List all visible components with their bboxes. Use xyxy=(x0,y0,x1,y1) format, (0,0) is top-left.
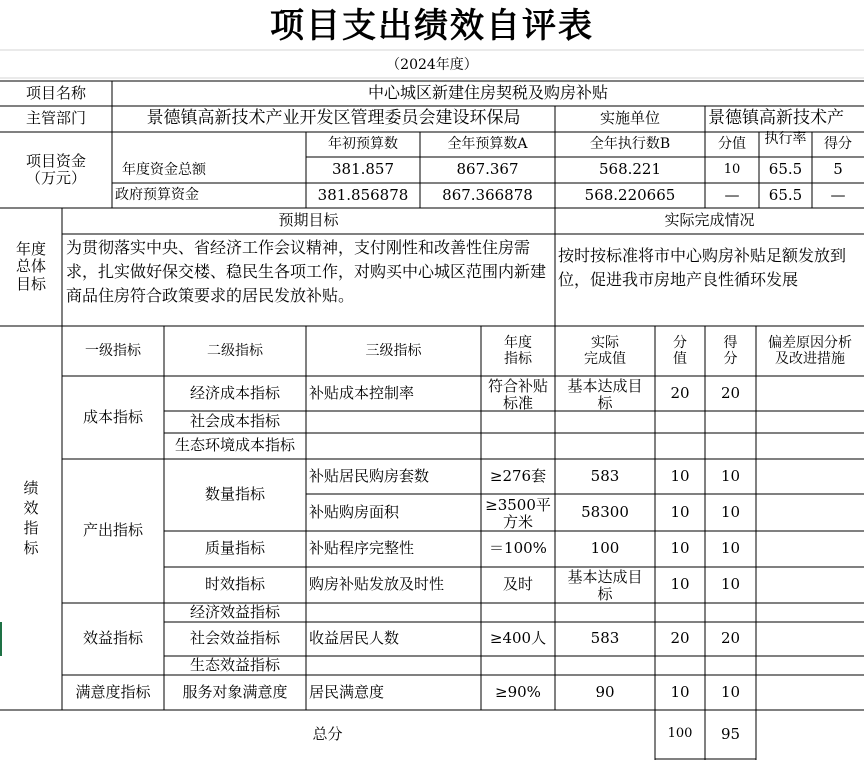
funds-row-gov-name: 政府预算资金 xyxy=(115,187,199,204)
department-label: 主管部门 xyxy=(25,109,86,128)
quantity-level2: 数量指标 xyxy=(204,485,265,504)
quality-score: 10 xyxy=(670,539,690,558)
header-target: 年度 指标 xyxy=(504,334,532,367)
benefit-social-got: 20 xyxy=(720,629,741,648)
satisfaction-score: 10 xyxy=(670,682,690,701)
funds-row-total-name: 年度资金总额 xyxy=(122,161,206,178)
funds-row-total-rate: 65.5 xyxy=(768,160,803,179)
quality-actual: 100 xyxy=(590,539,620,558)
timely-got: 10 xyxy=(720,575,741,594)
impl-unit-label: 实施单位 xyxy=(599,109,660,128)
output-level1: 产出指标 xyxy=(82,521,143,540)
benefit-social-level3: 收益居民人数 xyxy=(309,629,400,648)
page-title: 项目支出绩效自评表 xyxy=(270,6,594,47)
cost-econ-score: 20 xyxy=(670,383,690,402)
year-label: （2024年度） xyxy=(386,56,478,73)
header-initial-budget: 年初预算数 xyxy=(328,136,398,153)
quantity-r1-got: 10 xyxy=(720,466,741,485)
funds-row-total-initial: 381.857 xyxy=(331,160,395,179)
timely-target: 及时 xyxy=(502,575,533,594)
indicators-side-label: 绩 效 指 标 xyxy=(23,479,39,557)
benefit-eco-level2: 生态效益指标 xyxy=(189,656,280,674)
header-annual-budget: 全年预算数A xyxy=(447,136,528,153)
quantity-r2-actual: 58300 xyxy=(581,502,629,521)
header-actual: 实际 完成值 xyxy=(584,334,626,367)
benefit-social-actual: 583 xyxy=(590,629,620,648)
total-score: 100 xyxy=(667,726,693,742)
header-note: 偏差原因分析 及改进措施 xyxy=(768,334,852,367)
satisfaction-target: ≥90% xyxy=(495,682,541,701)
satisfaction-level1: 满意度指标 xyxy=(75,682,151,701)
funds-row-gov-exec: 568.220665 xyxy=(584,185,676,204)
quantity-r2-score: 10 xyxy=(670,502,690,521)
actual-result-text: 按时按标准将市中心购房补贴足额发放到位，促进我市房地产良性循环发展 xyxy=(558,246,847,289)
header-level1: 一级指标 xyxy=(85,342,141,359)
quantity-r1-score: 10 xyxy=(670,466,690,485)
funds-row-total-got: 5 xyxy=(833,160,843,179)
cost-eco-level2: 生态环境成本指标 xyxy=(174,436,295,455)
total-label: 总分 xyxy=(312,724,343,743)
actual-result-header: 实际完成情况 xyxy=(664,211,755,230)
benefit-social-target: ≥400人 xyxy=(489,629,547,648)
cost-social-level2: 社会成本指标 xyxy=(189,412,280,431)
funds-row-total-exec: 568.221 xyxy=(598,160,662,179)
benefit-social-score: 20 xyxy=(670,629,690,648)
quantity-r1-level3: 补贴居民购房套数 xyxy=(309,466,430,485)
quantity-r2-got: 10 xyxy=(720,502,741,521)
expected-goal-text: 为贯彻落实中央、省经济工作会议精神，支付刚性和改善性住房需求，扎实做好保交楼、稳民生各项工作，对购买中心城区范围内新建商品住房符合政策要求的居民发放补贴。 xyxy=(66,238,547,305)
cost-econ-target: 符合补贴标准 xyxy=(487,377,548,411)
goals-label: 年度 总体 目标 xyxy=(15,240,46,293)
cost-econ-actual: 基本达成目标 xyxy=(567,377,643,411)
header-score: 分值 xyxy=(718,136,746,153)
cost-level1: 成本指标 xyxy=(82,407,143,426)
project-name-value: 中心城区新建住房契税及购房补贴 xyxy=(367,83,608,103)
funds-label: 项目资金 （万元） xyxy=(25,151,86,187)
funds-row-gov-score: — xyxy=(724,185,740,204)
funds-row-total-annual: 867.367 xyxy=(456,160,519,179)
cost-econ-level2: 经济成本指标 xyxy=(189,383,280,402)
quality-target: ＝100% xyxy=(489,539,547,558)
satisfaction-got: 10 xyxy=(720,682,741,701)
quantity-r1-target: ≥276套 xyxy=(489,466,547,485)
quantity-r2-target: ≥3500平方米 xyxy=(485,496,551,531)
quality-got: 10 xyxy=(720,539,741,558)
satisfaction-level3: 居民满意度 xyxy=(309,682,385,701)
funds-row-gov-got: — xyxy=(830,185,846,204)
impl-unit-value: 景德镇高新技术产 xyxy=(708,108,844,129)
header-exec-rate: 执行率 xyxy=(764,131,807,148)
satisfaction-level2: 服务对象满意度 xyxy=(182,682,288,701)
header-got: 得 分 xyxy=(723,334,738,367)
timely-level3: 购房补贴发放及时性 xyxy=(309,575,445,594)
project-name-label: 项目名称 xyxy=(25,83,86,102)
quantity-r1-actual: 583 xyxy=(590,466,620,485)
funds-row-gov-annual: 867.366878 xyxy=(442,185,533,204)
header-got-score: 得分 xyxy=(824,136,852,153)
cost-econ-got: 20 xyxy=(720,383,741,402)
expected-goal-header: 预期目标 xyxy=(278,211,339,230)
quality-level2: 质量指标 xyxy=(204,539,265,558)
benefit-social-level2: 社会效益指标 xyxy=(189,629,280,648)
funds-row-gov-rate: 65.5 xyxy=(768,185,803,204)
benefit-econ-level2: 经济效益指标 xyxy=(189,603,280,621)
quantity-r2-level3: 补贴购房面积 xyxy=(309,502,400,521)
quality-level3: 补贴程序完整性 xyxy=(309,539,415,558)
timely-actual: 基本达成目标 xyxy=(567,568,643,603)
cost-econ-level3: 补贴成本控制率 xyxy=(309,383,415,402)
department-value: 景德镇高新技术产业开发区管理委员会建设环保局 xyxy=(146,108,521,129)
header-score: 分 值 xyxy=(673,334,687,367)
total-got: 95 xyxy=(720,724,741,743)
timely-level2: 时效指标 xyxy=(204,575,265,594)
funds-row-total-score: 10 xyxy=(723,161,741,177)
header-level3: 三级指标 xyxy=(365,342,422,359)
funds-row-gov-initial: 381.856878 xyxy=(317,185,409,204)
satisfaction-actual: 90 xyxy=(595,682,615,701)
timely-score: 10 xyxy=(670,575,690,594)
benefit-level1: 效益指标 xyxy=(82,629,143,648)
header-level2: 二级指标 xyxy=(207,342,263,359)
header-annual-exec: 全年执行数B xyxy=(589,136,671,153)
